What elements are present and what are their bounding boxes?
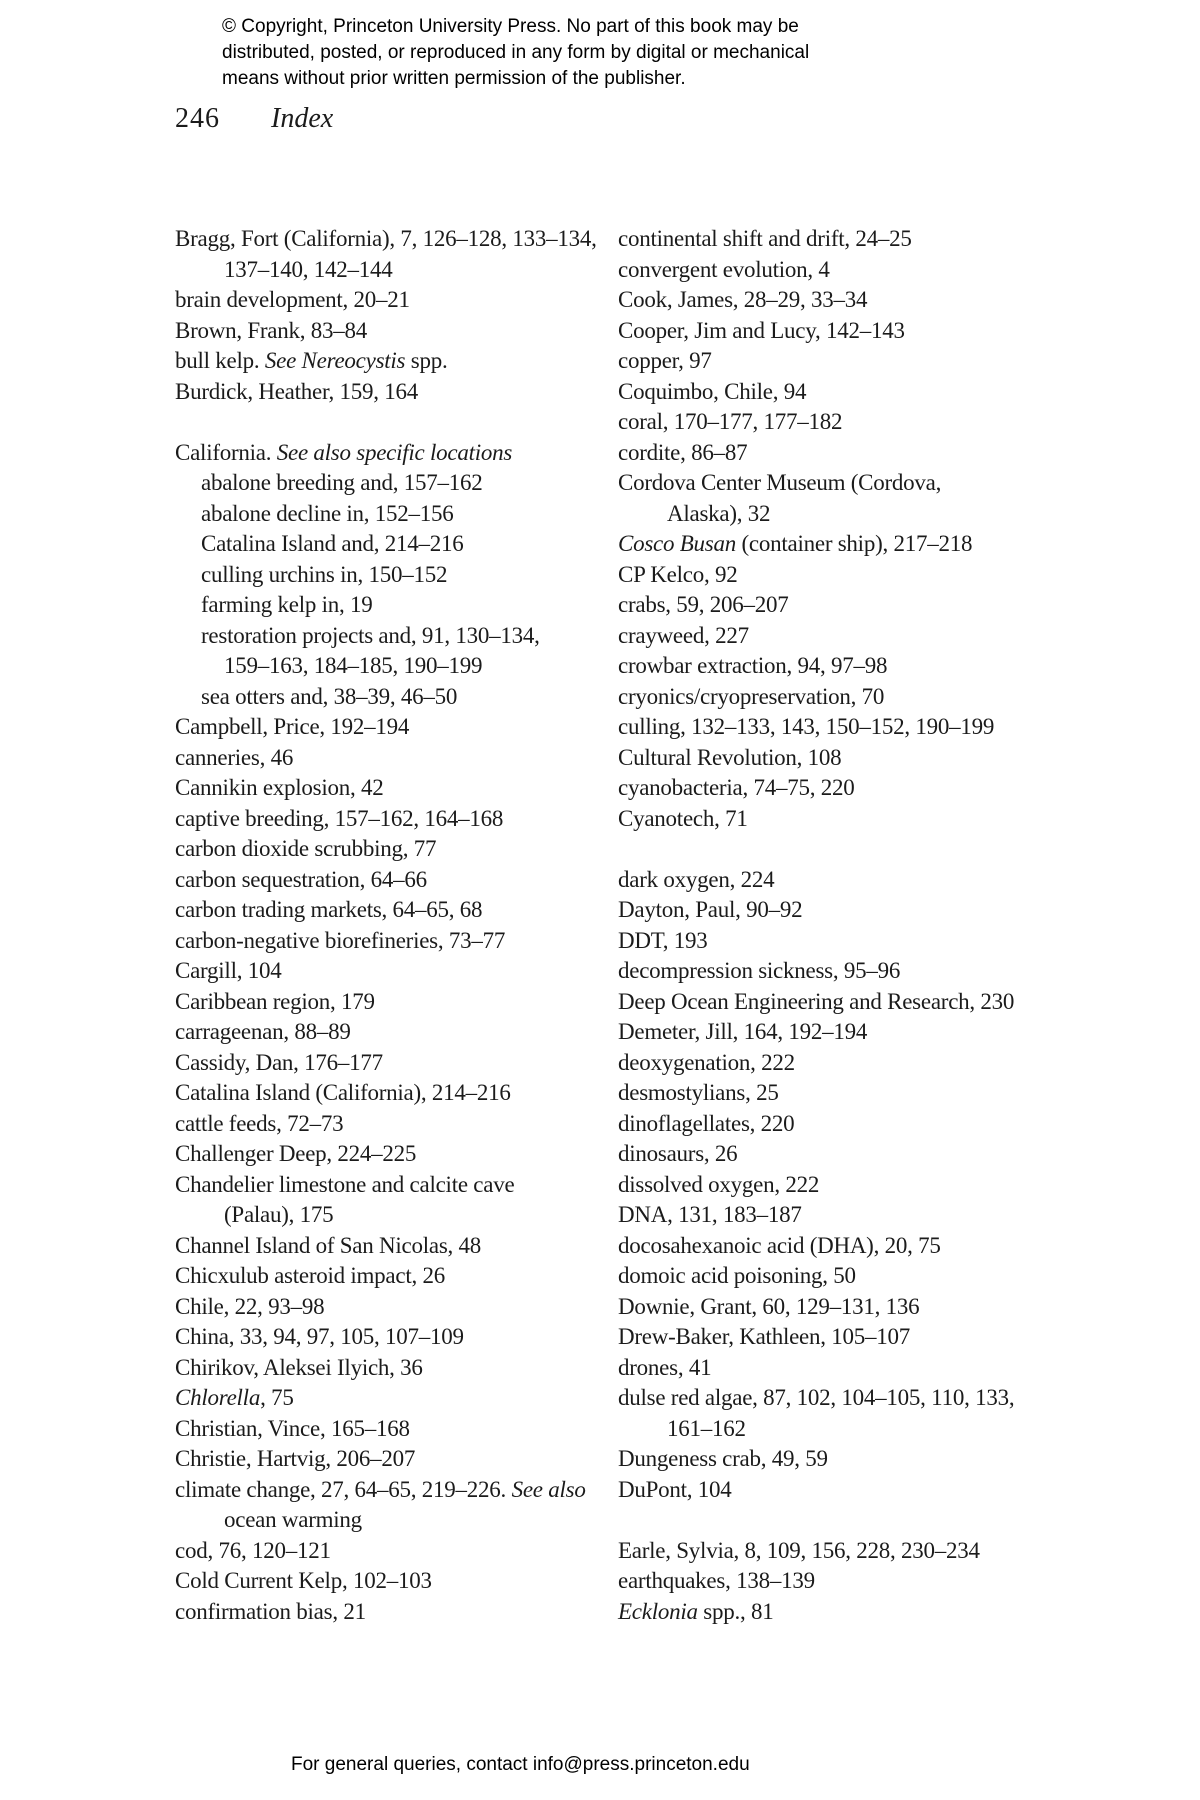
index-entry-line: Christian, Vince, 165–168 [175, 1415, 410, 1441]
index-entry-line: cyanobacteria, 74–75, 220 [618, 775, 855, 800]
index-entry-line: Cordova Center Museum (Cordova, [618, 470, 942, 495]
index-entry-line: 137–140, 142–144 [224, 256, 393, 282]
index-entry-line: Cook, James, 28–29, 33–34 [618, 287, 868, 312]
index-entry-line: restoration projects and, 91, 130–134, [201, 622, 540, 648]
index-entry-line: dissolved oxygen, 222 [618, 1171, 820, 1197]
index-entry-line: DNA, 131, 183–187 [618, 1202, 802, 1227]
index-entry-line: crabs, 59, 206–207 [618, 592, 789, 617]
index-entry-line: culling urchins in, 150–152 [201, 561, 448, 587]
index-entry-line: Chile, 22, 93–98 [175, 1293, 325, 1319]
index-entry-line: carbon dioxide scrubbing, 77 [175, 836, 437, 861]
index-entry-line: dulse red algae, 87, 102, 104–105, 110, 133, [618, 1385, 1015, 1410]
index-entry-line: Drew-Baker, Kathleen, 105–107 [618, 1324, 911, 1349]
index-entry-line: docosahexanoic acid (DHA), 20, 75 [618, 1232, 941, 1258]
index-entry-line: Catalina Island (California), 214–216 [175, 1080, 511, 1105]
index-column-left [175, 224, 613, 1627]
index-entry-line: Cyanotech, 71 [618, 805, 748, 831]
index-entry-line: Cargill, 104 [175, 958, 282, 983]
index-entry-line: desmostylians, 25 [618, 1080, 779, 1105]
index-entry-line: confirmation bias, 21 [175, 1598, 366, 1624]
index-entry-line: dinoflagellates, 220 [618, 1110, 795, 1136]
page-header [175, 103, 333, 135]
index-entry-line: Chicxulub asteroid impact, 26 [175, 1263, 445, 1288]
index-entry-line: Brown, Frank, 83–84 [175, 317, 368, 343]
index-entry-line: Cannikin explosion, 42 [175, 775, 384, 800]
index-entry-line: earthquakes, 138–139 [618, 1568, 815, 1593]
index-entry-line: carbon-negative biorefineries, 73–77 [175, 927, 506, 953]
copyright-notice [222, 14, 809, 92]
index-entry-line: Downie, Grant, 60, 129–131, 136 [618, 1293, 920, 1319]
index-entry-line: CP Kelco, 92 [618, 561, 738, 587]
index-entry-line: bull kelp. See Nereocystis spp. [175, 348, 448, 373]
index-entry-line: Dayton, Paul, 90–92 [618, 897, 803, 922]
index-entry-line: 161–162 [667, 1415, 746, 1441]
index-entry-line: domoic acid poisoning, 50 [618, 1263, 856, 1288]
index-column-right [618, 224, 1118, 1627]
index-entry-line: culling, 132–133, 143, 150–152, 190–199 [618, 714, 995, 739]
index-entry-line: California. See also specific locations [175, 439, 513, 465]
section-title: Index [271, 103, 334, 134]
index-entry-line: Campbell, Price, 192–194 [175, 714, 410, 739]
index-entry-line: Chirikov, Aleksei Ilyich, 36 [175, 1354, 423, 1380]
index-entry-line: Chlorella, 75 [175, 1385, 294, 1410]
index-entry-line: (Palau), 175 [224, 1202, 334, 1227]
index-entry-line: Chandelier limestone and calcite cave [175, 1171, 515, 1197]
index-entry-line: Burdick, Heather, 159, 164 [175, 378, 418, 404]
index-entry-line: dark oxygen, 224 [618, 866, 775, 892]
copyright-line: distributed, posted, or reproduced in any form by digital or mechanical [222, 42, 810, 63]
index-entry-line: Earle, Sylvia, 8, 109, 156, 228, 230–234 [618, 1537, 980, 1563]
index-entry-line: Challenger Deep, 224–225 [175, 1141, 417, 1166]
index-entry-line: convergent evolution, 4 [618, 256, 830, 282]
index-entry-line: Cassidy, Dan, 176–177 [175, 1049, 383, 1075]
index-entry-line: canneries, 46 [175, 744, 294, 770]
index-entry-line: DuPont, 104 [618, 1476, 732, 1502]
index-entry-line: carrageenan, 88–89 [175, 1019, 351, 1044]
footer-contact: For general queries, contact info@press.princeton.edu [291, 1754, 750, 1775]
index-entry-line: Caribbean region, 179 [175, 988, 375, 1014]
index-entry-line: ocean warming [224, 1507, 362, 1532]
index-entry-line: decompression sickness, 95–96 [618, 958, 901, 983]
index-entry-line: Bragg, Fort (California), 7, 126–128, 133–134, [175, 226, 597, 251]
index-entry-line: carbon sequestration, 64–66 [175, 866, 427, 892]
copyright-line: © Copyright, Princeton University Press. No part of this book may be [222, 16, 799, 37]
index-entry-line: captive breeding, 157–162, 164–168 [175, 805, 504, 831]
index-entry-line: cod, 76, 120–121 [175, 1537, 331, 1563]
copyright-line: means without prior written permission of the publisher. [222, 68, 686, 89]
index-entry-line: Cooper, Jim and Lucy, 142–143 [618, 317, 905, 343]
index-blank-line [618, 834, 1118, 865]
index-entry-line: China, 33, 94, 97, 105, 107–109 [175, 1324, 464, 1349]
index-entry-line: deoxygenation, 222 [618, 1049, 795, 1075]
index-entry-line: farming kelp in, 19 [201, 592, 373, 617]
index-entry-line: Cold Current Kelp, 102–103 [175, 1568, 432, 1593]
index-blank-line [175, 407, 613, 438]
page-number: 246 [175, 103, 220, 134]
index-entry-line: Ecklonia spp., 81 [618, 1598, 774, 1624]
index-entry-line: DDT, 193 [618, 927, 708, 953]
index-entry-line: abalone decline in, 152–156 [201, 500, 454, 526]
index-entry-line: coral, 170–177, 177–182 [618, 409, 843, 434]
index-entry-line: Christie, Hartvig, 206–207 [175, 1446, 416, 1471]
index-entry-line: climate change, 27, 64–65, 219–226. See also [175, 1476, 586, 1502]
index-entry-line: cattle feeds, 72–73 [175, 1110, 344, 1136]
index-entry-line: Channel Island of San Nicolas, 48 [175, 1232, 482, 1258]
index-entry-line: Deep Ocean Engineering and Research, 230 [618, 988, 1015, 1014]
index-entry-line: carbon trading markets, 64–65, 68 [175, 897, 483, 922]
index-entry-line: Demeter, Jill, 164, 192–194 [618, 1019, 868, 1044]
index-entry-line: copper, 97 [618, 348, 712, 373]
index-entry-line: drones, 41 [618, 1354, 712, 1380]
index-entry-line: abalone breeding and, 157–162 [201, 470, 483, 495]
index-entry-line: crowbar extraction, 94, 97–98 [618, 653, 888, 678]
index-entry-line: Catalina Island and, 214–216 [201, 531, 464, 556]
index-entry-line: dinosaurs, 26 [618, 1141, 738, 1166]
index-entry-line: cordite, 86–87 [618, 439, 748, 465]
index-entry-line: crayweed, 227 [618, 622, 749, 648]
index-entry-line: cryonics/cryopreservation, 70 [618, 683, 885, 709]
index-entry-line: Alaska), 32 [667, 500, 771, 526]
index-entry-line: Cultural Revolution, 108 [618, 744, 842, 770]
index-entry-line: sea otters and, 38–39, 46–50 [201, 683, 458, 709]
index-entry-line: Coquimbo, Chile, 94 [618, 378, 807, 404]
index-entry-line: continental shift and drift, 24–25 [618, 226, 912, 251]
index-entry-line: Cosco Busan (container ship), 217–218 [618, 531, 973, 556]
index-entry-line: brain development, 20–21 [175, 287, 410, 312]
index-blank-line [618, 1505, 1118, 1536]
index-entry-line: 159–163, 184–185, 190–199 [224, 653, 483, 678]
index-entry-line: Dungeness crab, 49, 59 [618, 1446, 828, 1471]
